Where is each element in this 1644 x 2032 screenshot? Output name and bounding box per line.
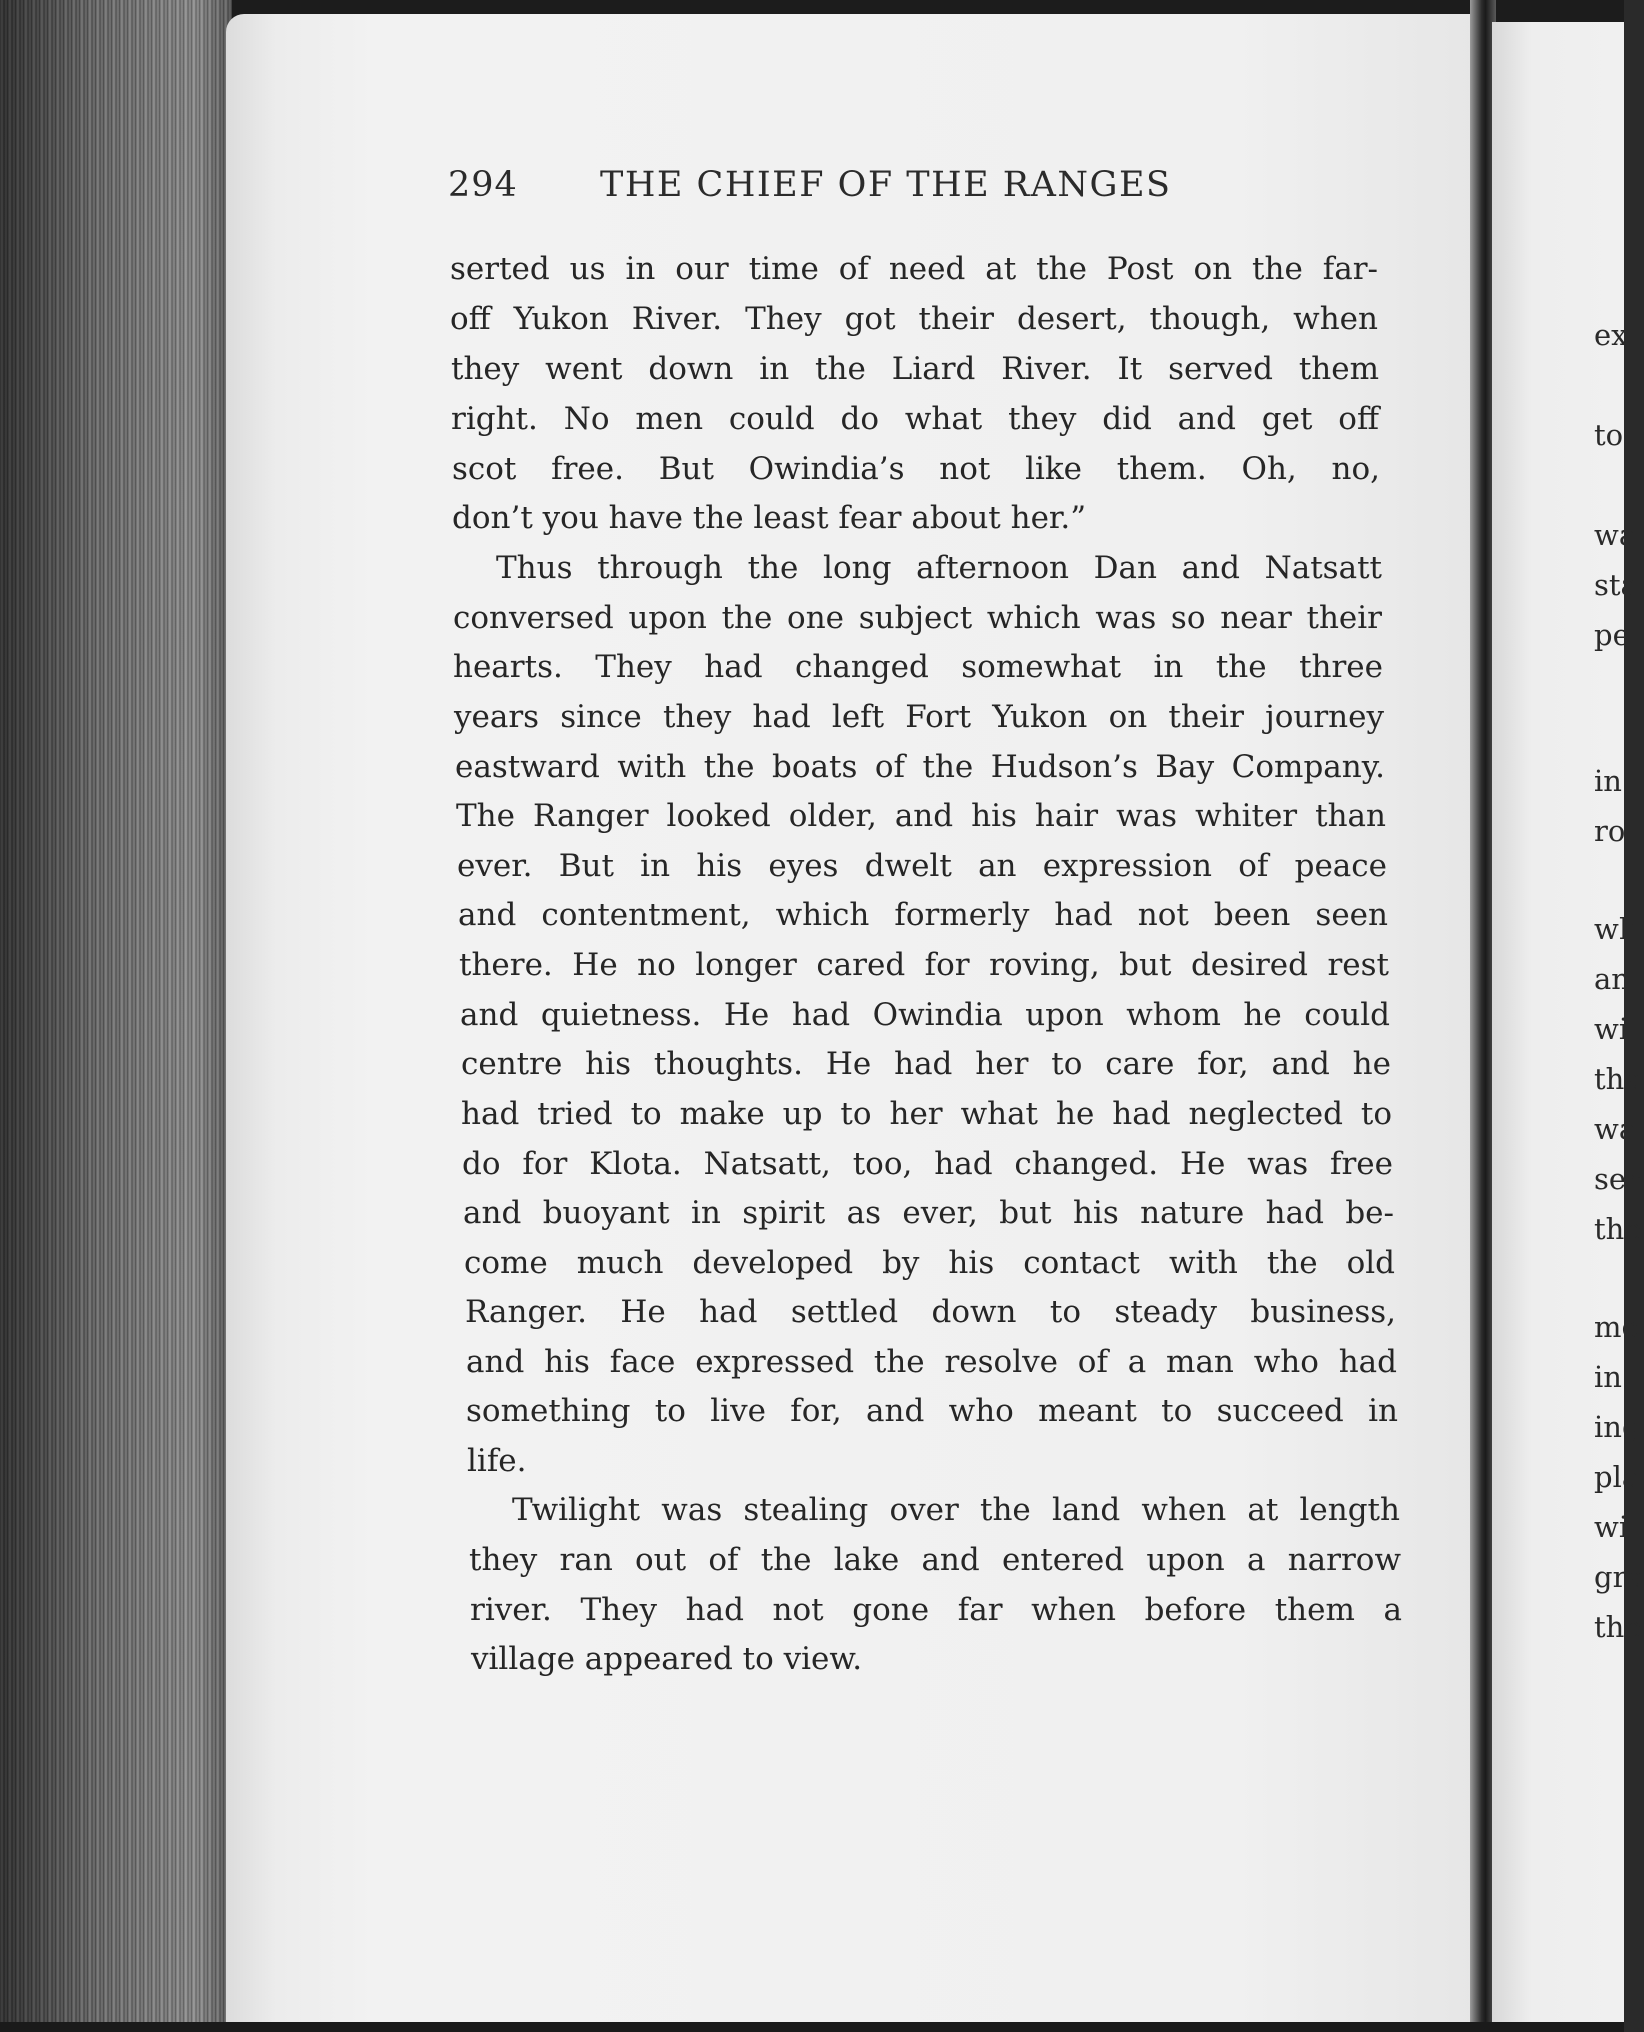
- text-line: something to live for, and who meant to succeed in: [466, 1393, 1398, 1429]
- text-line: and quietness. He had Owindia upon whom he could: [460, 997, 1390, 1033]
- text-line: they ran out of the lake and entered upon a narrow: [469, 1542, 1401, 1578]
- facing-page-fragment: wa: [1594, 518, 1637, 552]
- text-line: ever. But in his eyes dwelt an expression of peace: [457, 848, 1387, 884]
- text-line: hearts. They had changed somewhat in the three: [453, 649, 1383, 685]
- facing-page-fragment: the: [1594, 1212, 1642, 1246]
- text-line: years since they had left Fort Yukon on their journey: [454, 699, 1384, 735]
- facing-page-fragment: wh: [1594, 912, 1638, 946]
- facing-page-fragment: ro: [1594, 814, 1626, 848]
- page-number: 294: [448, 165, 518, 205]
- facing-page-fragment: in: [1594, 1360, 1622, 1394]
- text-line: and his face expressed the resolve of a man who had: [466, 1344, 1397, 1380]
- text-line: off Yukon River. They got their desert, though, when: [450, 301, 1378, 337]
- facing-page-fragment: in: [1594, 764, 1622, 798]
- text-line: conversed upon the one subject which was so near their: [453, 600, 1382, 636]
- text-line: and contentment, which formerly had not been seen: [458, 897, 1388, 933]
- facing-page-fragment: gra: [1594, 1560, 1644, 1594]
- text-line: Twilight was stealing over the land when at length: [512, 1492, 1400, 1528]
- text-line: don’t you have the least fear about her.”: [452, 500, 1087, 536]
- facing-page-fragment: an: [1594, 962, 1630, 996]
- text-line: and buoyant in spirit as ever, but his nature had be-: [463, 1195, 1394, 1231]
- text-line: come much developed by his contact with the old: [464, 1245, 1395, 1281]
- facing-page-fragment: the: [1594, 1610, 1642, 1644]
- text-line: centre his thoughts. He had her to care for, and he: [461, 1046, 1391, 1082]
- running-title: THE CHIEF OF THE RANGES: [600, 165, 1172, 205]
- text-line: village appeared to view.: [471, 1641, 863, 1677]
- facing-page-fragment: wa: [1594, 1112, 1637, 1146]
- facing-page-fragment: ing: [1594, 1410, 1641, 1444]
- text-line: had tried to make up to her what he had neglected to: [461, 1096, 1392, 1132]
- facing-page-fragment: me: [1594, 1310, 1639, 1344]
- page-stack-edge: [0, 0, 232, 2032]
- facing-page-fragment: pe: [1594, 618, 1630, 652]
- text-line: right. No men could do what they did and get off: [451, 401, 1379, 437]
- facing-page-fragment: ser: [1594, 1162, 1640, 1196]
- text-line: eastward with the boats of the Hudson’s Bay Company.: [455, 749, 1385, 785]
- text-line: they went down in the Liard River. It served them: [451, 351, 1379, 387]
- text-line: life.: [467, 1443, 527, 1479]
- scan-border: [0, 2022, 1624, 2032]
- text-line: serted us in our time of need at the Post on the far-: [450, 251, 1378, 287]
- facing-page-fragment: ex: [1594, 318, 1628, 352]
- text-line: The Ranger looked older, and his hair was whiter than: [456, 798, 1386, 834]
- facing-page: [1492, 22, 1644, 2032]
- facing-page-fragment: sta: [1594, 568, 1638, 602]
- facing-page-fragment: pla: [1594, 1460, 1640, 1494]
- text-line: do for Klota. Natsatt, too, had changed. He was free: [462, 1146, 1393, 1182]
- facing-page-fragment: to: [1594, 418, 1624, 452]
- text-line: Ranger. He had settled down to steady business,: [465, 1294, 1396, 1330]
- facing-page-fragment: wi: [1594, 1510, 1629, 1544]
- text-line: Thus through the long afternoon Dan and Natsatt: [496, 550, 1382, 586]
- text-line: river. They had not gone far when before them a: [470, 1592, 1402, 1628]
- facing-page-fragment: wi: [1594, 1012, 1629, 1046]
- text-line: there. He no longer cared for roving, but desired rest: [459, 947, 1389, 983]
- facing-page-fragment: tha: [1594, 1062, 1642, 1096]
- text-line: scot free. But Owindia’s not like them. Oh, no,: [452, 451, 1380, 487]
